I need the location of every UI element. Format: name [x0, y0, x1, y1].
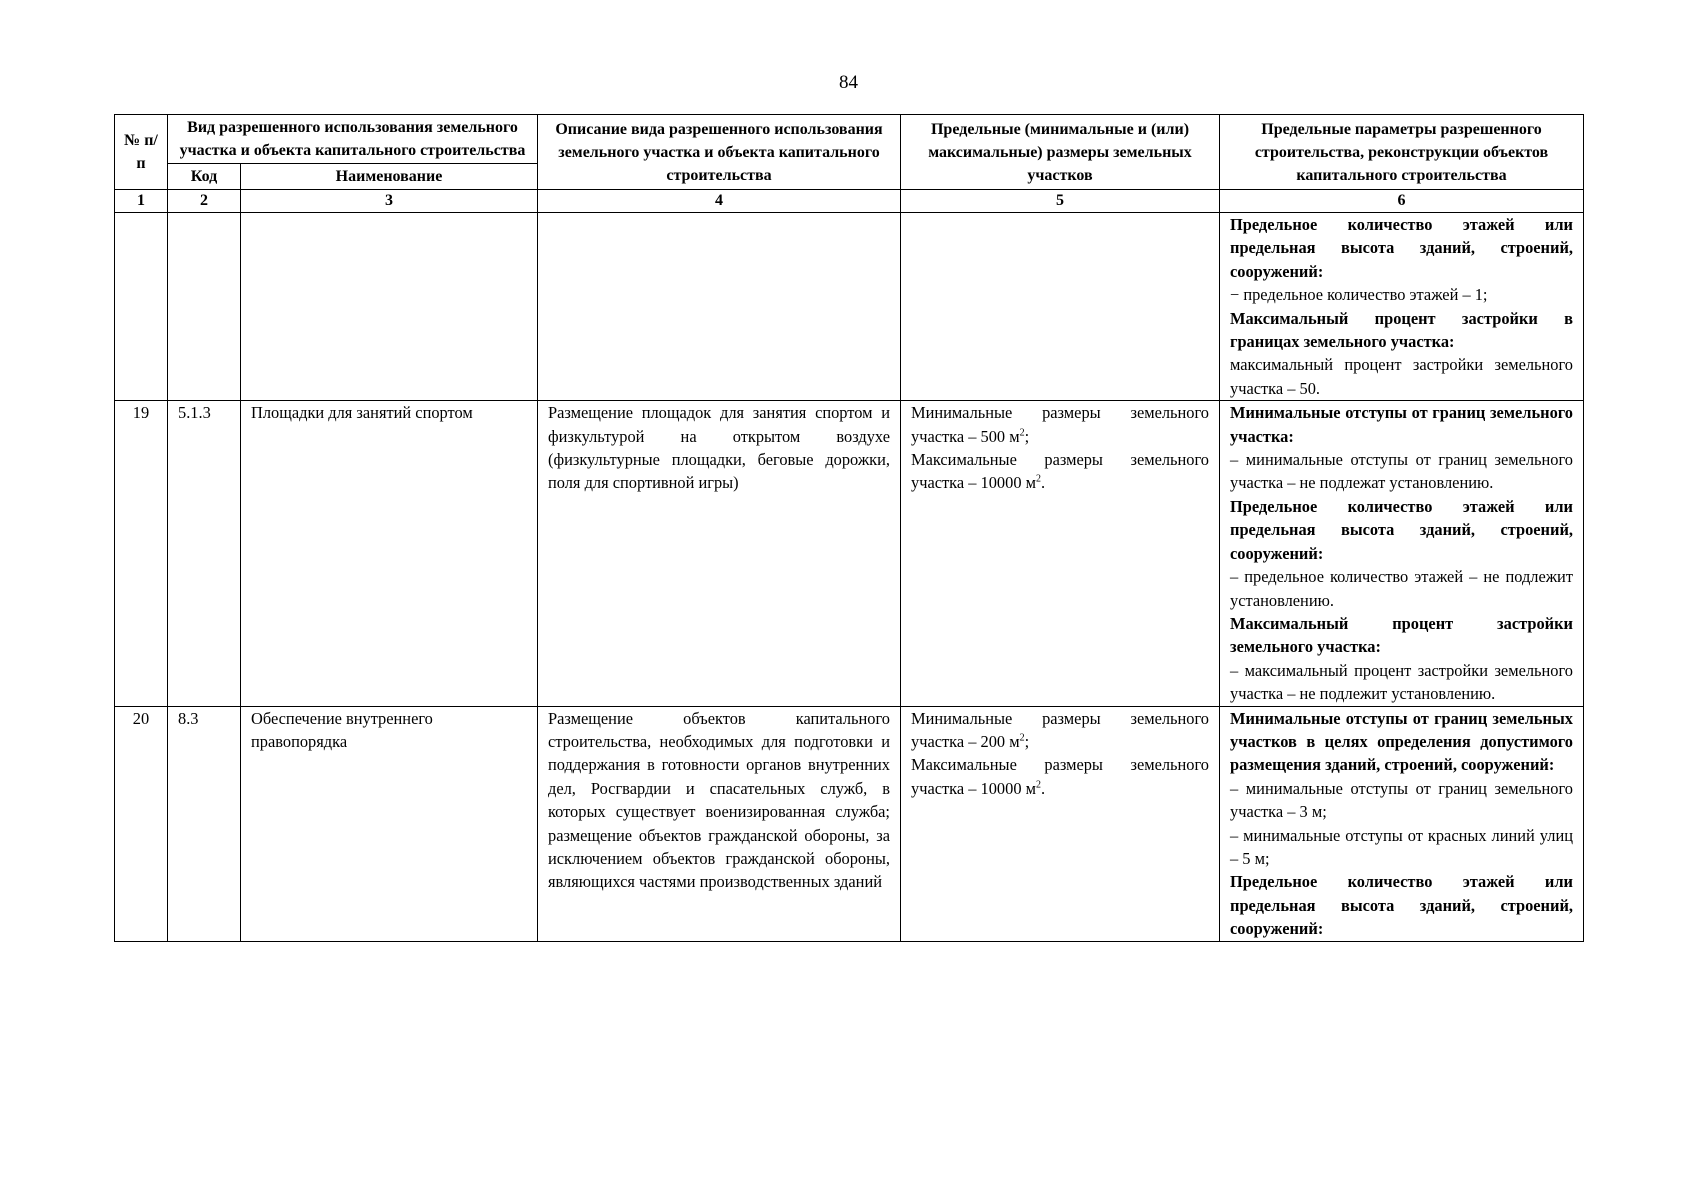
row-params [1220, 213, 1584, 401]
size-text: Максимальные размеры земельного участка – 10000 м [911, 450, 1209, 493]
header-sizes: Предельные (минимальные и (или) максимальные) размеры земельных участков [901, 115, 1220, 190]
table-row [115, 401, 1584, 706]
table-row [115, 706, 1584, 941]
param-heading: Минимальные отступы от границ земельного участка: [1230, 403, 1573, 446]
row-code: 5.1.3 [168, 401, 241, 706]
header-params: Предельные параметры разрешенного строительства, реконструкции объектов капитального строительства [1220, 115, 1584, 190]
header-code: Код [168, 164, 241, 190]
size-unit-superscript: 2 [1019, 427, 1025, 439]
column-number: 6 [1220, 190, 1584, 213]
page-number: 84 [839, 72, 858, 93]
column-number: 5 [901, 190, 1220, 213]
param-heading: Максимальный процент застройки в границах земельного участка: [1230, 308, 1573, 352]
param-heading: Минимальные отступы от границ земельных участков в целях определения допустимого размещения зданий, строений, сооружений: [1230, 708, 1573, 775]
size-tail: ; [1024, 426, 1030, 446]
row-name: Площадки для занятий спортом [241, 401, 538, 706]
param-value: − предельное количество этажей – 1; [1230, 285, 1488, 305]
row-name [241, 213, 538, 401]
column-number: 2 [168, 190, 241, 213]
size-tail: . [1040, 778, 1046, 798]
row-params [1220, 706, 1584, 941]
size-unit-superscript: 2 [1035, 474, 1041, 485]
param-value: – минимальные отступы от границ земельного участка – 3 м; [1230, 778, 1573, 822]
size-line [911, 707, 1209, 754]
header-description: Описание вида разрешенного использования земельного участка и объекта капитального строительства [538, 115, 901, 190]
row-number [115, 213, 168, 401]
size-tail: ; [1024, 731, 1030, 751]
row-sizes [901, 213, 1220, 401]
size-text: Максимальные размеры земельного участка – 10000 м [911, 755, 1209, 798]
column-number: 3 [241, 190, 538, 213]
row-number: 20 [115, 706, 168, 941]
size-line [911, 401, 1209, 448]
size-unit-superscript: 2 [1019, 732, 1025, 744]
row-code [168, 213, 241, 401]
param-heading: Предельное количество этажей или предельная высота зданий, строений, сооружений: [1230, 872, 1573, 939]
param-value: – минимальные отступы от красных линий улиц – 5 м; [1230, 825, 1573, 868]
header-number: № п/п [115, 115, 168, 190]
param-heading: Предельное количество этажей или предельная высота зданий, строений, сооружений: [1230, 496, 1573, 563]
param-heading: Максимальный процент застройки земельного участка: [1230, 613, 1573, 657]
row-description [538, 213, 901, 401]
row-code: 8.3 [168, 706, 241, 941]
table-row [115, 213, 1584, 401]
row-params [1220, 401, 1584, 706]
param-value: максимальный процент застройки земельного участка – 50. [1230, 355, 1573, 398]
row-description: Размещение площадок для занятия спортом и физкультурой на открытом воздухе (физкультурные площадки, беговые дорожки, поля для спортивной игры) [538, 401, 901, 706]
row-sizes [901, 706, 1220, 941]
row-number: 19 [115, 401, 168, 706]
size-line [911, 753, 1209, 800]
size-tail: . [1040, 473, 1046, 493]
row-name: Обеспечение внутреннего правопорядка [241, 706, 538, 941]
column-number: 1 [115, 190, 168, 213]
size-unit-superscript: 2 [1035, 779, 1041, 791]
land-use-table [114, 114, 1584, 942]
column-number: 4 [538, 190, 901, 213]
size-text: Минимальные размеры земельного участка – 500 м [911, 403, 1209, 446]
row-sizes [901, 401, 1220, 706]
param-value: – максимальный процент застройки земельного участка – не подлежит установлению. [1230, 660, 1573, 704]
row-description: Размещение объектов капитального строительства, необходимых для подготовки и поддержания в готовности органов внутренних дел, Росгвардии и спасательных служб, в которых существует военизированная служба; размещение объектов гражданской обороны, за исключением объектов гражданской обороны, являющихся частями производственных зданий [538, 706, 901, 941]
size-text: Минимальные размеры земельного участка – 200 м [911, 708, 1209, 751]
param-heading: Предельное количество этажей или предельная высота зданий, строений, сооружений: [1230, 215, 1573, 281]
param-value: – предельное количество этажей – не подлежит установлению. [1230, 567, 1573, 610]
size-line [911, 448, 1209, 495]
header-name: Наименование [241, 164, 538, 190]
param-value: – минимальные отступы от границ земельного участка – не подлежат установлению. [1230, 450, 1573, 493]
header-group-title: Вид разрешенного использования земельного участка и объекта капитального строительства [168, 115, 538, 164]
table-body [115, 213, 1584, 942]
